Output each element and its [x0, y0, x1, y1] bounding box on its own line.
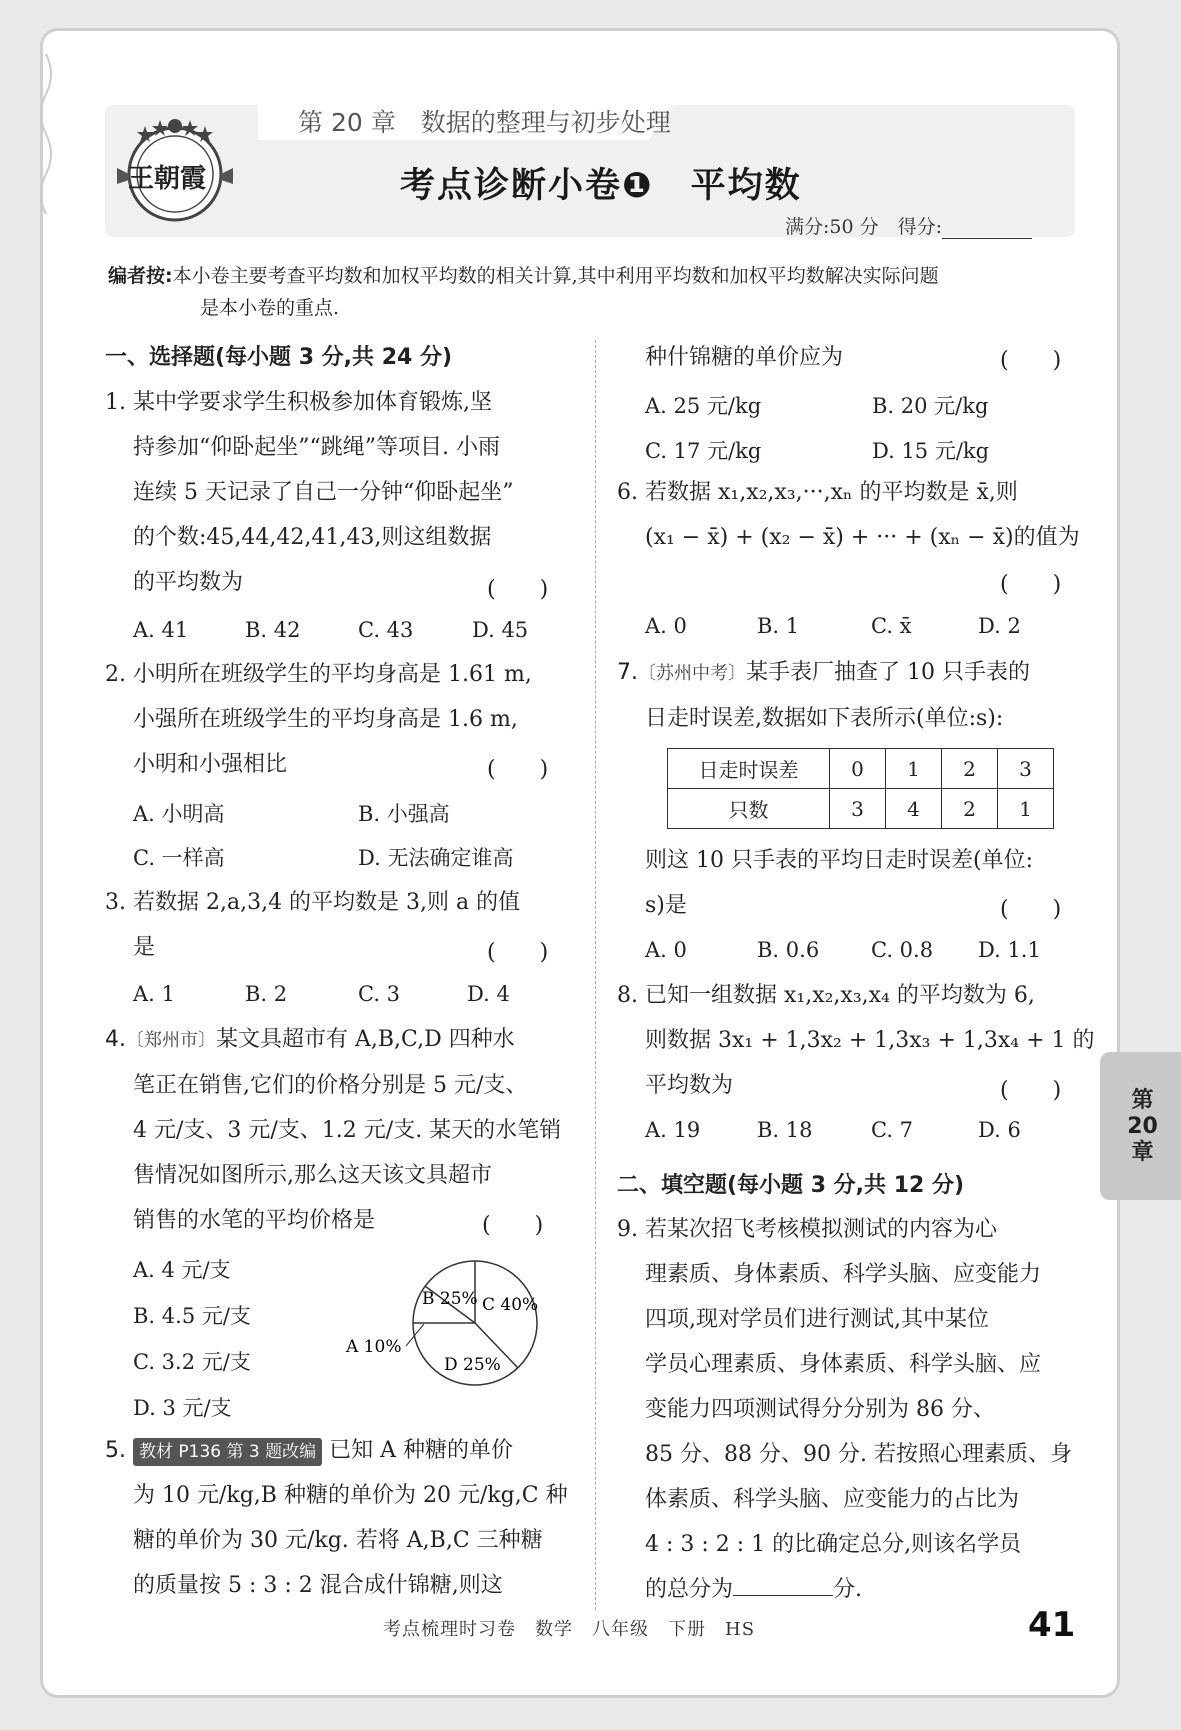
q7-tail [645, 838, 1033, 928]
side-tab-char2: 章 [1131, 1140, 1154, 1165]
q5-option-c[interactable]: C. 17 元/kg [645, 439, 762, 463]
footer: 考点梳理时习卷 数学 八年级 下册 HS [383, 1619, 756, 1640]
error-table [667, 748, 1054, 829]
score-line [785, 212, 1032, 239]
q7-line3: 则这 10 只手表的平均日走时误差(单位: [645, 848, 1033, 873]
q7-answer-paren[interactable]: ( ) [1000, 897, 1062, 922]
q4-option-a[interactable]: A. 4 元/支 [133, 1258, 231, 1282]
chapter-label: 第 20 章 数据的整理与初步处理 [298, 108, 671, 137]
question-9 [617, 1207, 1072, 1612]
q5-line4: 的质量按 5 : 3 : 2 混合成什锦糖,则这 [133, 1573, 503, 1598]
q4-line2: 笔正在销售,它们的价格分别是 5 元/支、 [133, 1073, 528, 1098]
q9-line3: 四项,现对学员们进行测试,其中某位 [645, 1307, 989, 1332]
q5-line5: 种什锦糖的单价应为 [645, 345, 844, 370]
editor-note-line2: 是本小卷的重点. [200, 297, 340, 319]
q9-line6: 85 分、88 分、90 分. 若按照心理素质、身 [645, 1442, 1072, 1467]
score-label: 满分:50 分 得分: [785, 216, 943, 238]
q2-line3: 小明和小强相比 [133, 752, 288, 777]
q9-line5: 变能力四项测试得分分别为 86 分、 [645, 1397, 995, 1422]
section-title-choice: 一、选择题(每小题 3 分,共 24 分) [105, 345, 453, 370]
table-cell: 4 [886, 789, 942, 829]
q5-answer-paren[interactable]: ( ) [1000, 348, 1062, 373]
table-cell: 1 [886, 749, 942, 789]
q4-answer-paren[interactable]: ( ) [482, 1213, 544, 1238]
chapter-side-tab [1100, 1052, 1181, 1200]
q7-number: 7. [617, 660, 638, 685]
q1-line2: 持参加“仰卧起坐”“跳绳”等项目. 小雨 [133, 435, 500, 460]
question-3 [105, 880, 520, 970]
q2-option-d[interactable]: D. 无法确定谁高 [358, 846, 514, 870]
q1-line4: 的个数:45,44,42,41,43,则这组数据 [133, 525, 492, 550]
q5-line3: 糖的单价为 30 元/kg. 若将 A,B,C 三种糖 [133, 1528, 543, 1553]
page-number: 41 [1028, 1605, 1076, 1645]
pie-label-a: A 10% [346, 1337, 402, 1357]
q4-option-d[interactable]: D. 3 元/支 [133, 1396, 232, 1420]
question-6 [617, 470, 1080, 560]
q5-option-d[interactable]: D. 15 元/kg [872, 439, 990, 463]
q5-option-b[interactable]: B. 20 元/kg [872, 394, 989, 418]
page-title: 考点诊断小卷❶ 平均数 [400, 166, 802, 206]
column-divider [595, 340, 596, 1610]
q6-answer-paren[interactable]: ( ) [1000, 572, 1062, 597]
q7-line2: 日走时误差,数据如下表所示(单位:s): [645, 706, 1004, 731]
q9-line9-end: 分. [833, 1577, 863, 1602]
q9-answer-blank[interactable] [733, 1576, 833, 1596]
q5-option-a[interactable]: A. 25 元/kg [645, 394, 762, 418]
q5-line2: 为 10 元/kg,B 种糖的单价为 20 元/kg,C 种 [133, 1483, 568, 1508]
q7-option-d[interactable]: D. 1.1 [978, 938, 1041, 962]
logo-text: 王朝霞 [128, 164, 207, 194]
q8-option-c[interactable]: C. 7 [871, 1118, 914, 1142]
editor-note-lead: 编者按: [108, 265, 173, 287]
q4-line3: 4 元/支、3 元/支、1.2 元/支. 某天的水笔销 [133, 1118, 562, 1143]
q6-option-c[interactable]: C. x̄ [871, 614, 912, 638]
q6-line2: (x₁ − x̄) + (x₂ − x̄) + ··· + (xₙ − x̄)的值为 [645, 525, 1080, 550]
pie-label-c: C 40% [482, 1295, 539, 1315]
q4-source: 〔郑州市〕 [126, 1030, 216, 1051]
table-cell: 日走时误差 [668, 749, 830, 789]
q7-line1: 某手表厂抽查了 10 只手表的 [746, 660, 1030, 685]
table-cell: 3 [998, 749, 1054, 789]
q3-option-c[interactable]: C. 3 [358, 982, 401, 1006]
q1-answer-paren[interactable]: ( ) [487, 577, 549, 602]
pie-chart [340, 1258, 580, 1388]
side-tab-char1: 第 [1131, 1088, 1154, 1113]
q7-option-c[interactable]: C. 0.8 [871, 938, 934, 962]
q6-option-d[interactable]: D. 2 [978, 614, 1021, 638]
q5-textbook-tag: 教材 P136 第 3 题改编 [133, 1438, 322, 1466]
q3-line2: 是 [133, 935, 156, 960]
q9-line9-start: 的总分为 [645, 1577, 734, 1602]
q6-option-b[interactable]: B. 1 [757, 614, 800, 638]
q3-answer-paren[interactable]: ( ) [487, 940, 549, 965]
q1-option-d[interactable]: D. 45 [472, 618, 529, 642]
q1-line5: 的平均数为 [133, 570, 244, 595]
table-cell: 0 [830, 749, 886, 789]
q5-line1: 已知 A 种糖的单价 [329, 1438, 514, 1463]
q1-line1: 1. 某中学要求学生积极参加体育锻炼,坚 [105, 390, 492, 415]
table-row [668, 789, 1054, 829]
q4-number: 4. [105, 1027, 126, 1052]
q7-line4: s)是 [645, 893, 687, 918]
q4-line1: 某文具超市有 A,B,C,D 四种水 [216, 1027, 515, 1052]
editor-note [108, 260, 1078, 324]
question-1 [105, 380, 513, 605]
q1-option-b[interactable]: B. 42 [245, 618, 301, 642]
editor-note-line1: 本小卷主要考查平均数和加权平均数的相关计算,其中利用平均数和加权平均数解决实际问题 [172, 265, 939, 287]
table-cell: 3 [830, 789, 886, 829]
q8-answer-paren[interactable]: ( ) [1000, 1078, 1062, 1103]
q2-option-c[interactable]: C. 一样高 [133, 846, 225, 870]
q2-answer-paren[interactable]: ( ) [487, 757, 549, 782]
q7-option-b[interactable]: B. 0.6 [757, 938, 820, 962]
score-blank[interactable] [942, 221, 1032, 239]
q9-line1: 9. 若某次招飞考核模拟测试的内容为心 [617, 1217, 997, 1242]
q1-option-c[interactable]: C. 43 [358, 618, 414, 642]
pie-label-d: D 25% [444, 1355, 501, 1375]
q6-option-a[interactable]: A. 0 [645, 614, 687, 638]
q4-line5: 销售的水笔的平均价格是 [133, 1208, 376, 1233]
q3-option-b[interactable]: B. 2 [245, 982, 288, 1006]
question-5 [105, 1428, 568, 1608]
q3-line1: 3. 若数据 2,a,3,4 的平均数是 3,则 a 的值 [105, 890, 521, 915]
q1-line3: 连续 5 天记录了自己一分钟“仰卧起坐” [133, 480, 514, 505]
question-2 [105, 652, 532, 787]
q8-line2: 则数据 3x₁ + 1,3x₂ + 1,3x₃ + 1,3x₄ + 1 的 [645, 1028, 1095, 1053]
q3-option-d[interactable]: D. 4 [467, 982, 510, 1006]
q8-line3: 平均数为 [645, 1073, 734, 1098]
q8-line1: 8. 已知一组数据 x₁,x₂,x₃,x₄ 的平均数为 6, [617, 983, 1035, 1008]
q2-option-b[interactable]: B. 小强高 [358, 802, 450, 826]
q4-line4: 售情况如图所示,那么这天该文具超市 [133, 1163, 492, 1188]
q4-option-c[interactable]: C. 3.2 元/支 [133, 1350, 251, 1374]
q2-line1: 2. 小明所在班级学生的平均身高是 1.61 m, [105, 662, 532, 687]
pie-label-b: B 25% [422, 1289, 478, 1309]
q9-line7: 体素质、科学头脑、应变能力的占比为 [645, 1487, 1020, 1512]
q5-number: 5. [105, 1438, 126, 1463]
q7-option-a[interactable]: A. 0 [645, 938, 687, 962]
question-7 [617, 650, 1030, 741]
q1-option-a[interactable]: A. 41 [133, 618, 189, 642]
q7-source: 〔苏州中考〕 [638, 663, 746, 684]
table-row [668, 749, 1054, 789]
table-cell: 2 [942, 749, 998, 789]
table-cell: 1 [998, 789, 1054, 829]
q8-option-a[interactable]: A. 19 [645, 1118, 701, 1142]
q6-line1: 6. 若数据 x₁,x₂,x₃,···,xₙ 的平均数是 x̄,则 [617, 480, 1018, 505]
q9-line2: 理素质、身体素质、科学头脑、应变能力 [645, 1262, 1042, 1287]
q4-option-b[interactable]: B. 4.5 元/支 [133, 1304, 251, 1328]
table-cell: 2 [942, 789, 998, 829]
side-tab-num: 20 [1127, 1114, 1158, 1139]
q9-line8: 4 : 3 : 2 : 1 的比确定总分,则该名学员 [645, 1532, 1022, 1557]
q2-option-a[interactable]: A. 小明高 [133, 802, 225, 826]
section-title-fill: 二、填空题(每小题 3 分,共 12 分) [617, 1173, 965, 1198]
q2-line2: 小强所在班级学生的平均身高是 1.6 m, [133, 707, 518, 732]
q3-option-a[interactable]: A. 1 [133, 982, 175, 1006]
q8-option-b[interactable]: B. 18 [757, 1118, 813, 1142]
table-cell: 只数 [668, 789, 830, 829]
q8-option-d[interactable]: D. 6 [978, 1118, 1021, 1142]
q9-line4: 学员心理素质、身体素质、科学头脑、应 [645, 1352, 1042, 1377]
